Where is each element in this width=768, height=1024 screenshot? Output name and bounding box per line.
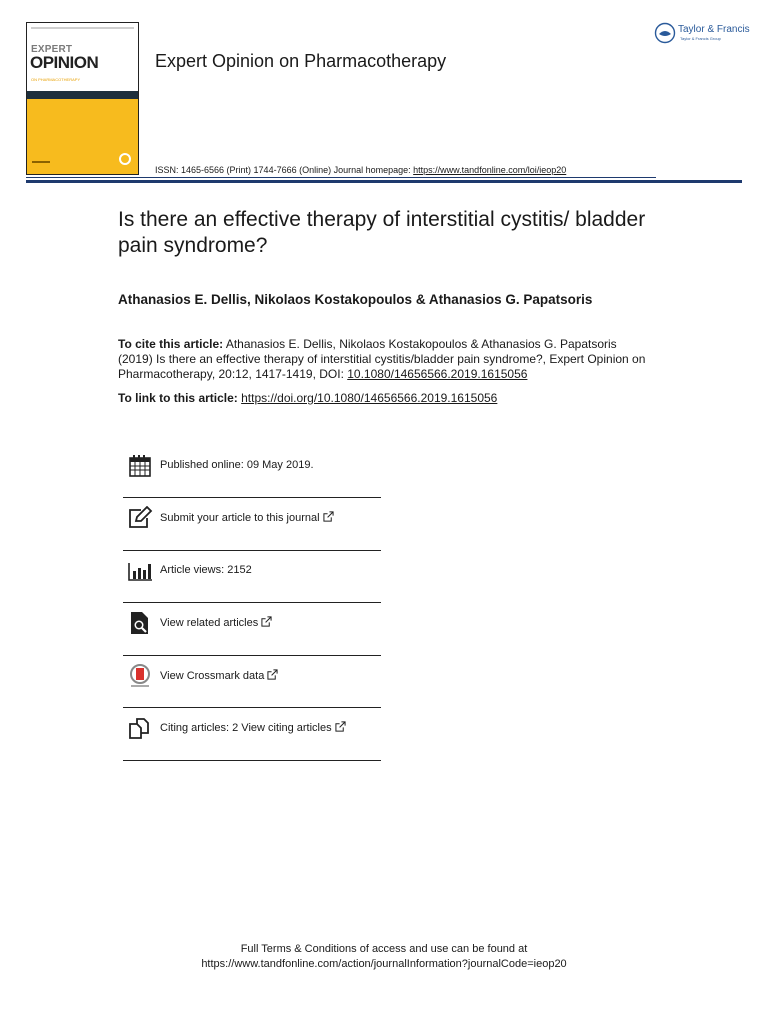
cover-small-mark bbox=[32, 161, 50, 163]
document-search-icon bbox=[127, 611, 153, 635]
related-articles-link[interactable] bbox=[160, 616, 272, 629]
cite-label: To cite this article: bbox=[118, 337, 224, 351]
footer-terms-url[interactable]: https://www.tandfonline.com/action/journalInformation?journalCode=ieop20 bbox=[201, 958, 567, 970]
crossmark-icon bbox=[127, 664, 153, 688]
cite-text: Athanasios E. Dellis, Nikolaos Kostakopoulos & Athanasios G. Papatsoris (2019) Is there an effective therapy of interstitial cystitis/bladder pain syndrome?, Expert Opinion on Pharmacotherapy, 20:12, 1417-1419, DOI: bbox=[118, 337, 646, 381]
issn-text: ISSN: 1465-6566 (Print) 1744-7666 (Online) Journal homepage: bbox=[155, 165, 414, 175]
journal-title: Expert Opinion on Pharmacotherapy bbox=[155, 51, 447, 71]
issn-line bbox=[155, 165, 566, 175]
cover-logo-dot bbox=[119, 153, 131, 165]
related-label: View related articles bbox=[160, 617, 259, 629]
article-link-block bbox=[118, 391, 497, 405]
citing-articles-icon bbox=[127, 716, 153, 740]
citing-row[interactable] bbox=[123, 708, 381, 761]
cover-top-rule bbox=[31, 27, 134, 29]
citation-block bbox=[118, 337, 648, 382]
crossmark-label: View Crossmark data bbox=[160, 669, 265, 682]
published-date: Published online: 09 May 2019. bbox=[160, 459, 314, 471]
cover-band bbox=[27, 91, 138, 99]
submit-label: Submit your article to this journal bbox=[160, 512, 320, 524]
submit-article-link[interactable] bbox=[160, 511, 334, 524]
views-row bbox=[123, 551, 381, 604]
edit-icon bbox=[127, 506, 153, 530]
cover-subtitle: ON PHARMACOTHERAPY bbox=[31, 77, 81, 82]
article-title: Is there an effective therapy of interstitial cystitis/ bladder pain syndrome? bbox=[118, 208, 646, 257]
calendar-icon bbox=[127, 454, 153, 478]
crossmark-row[interactable] bbox=[123, 656, 381, 709]
external-link-icon bbox=[261, 616, 272, 627]
publisher-subname: Taylor & Francis Group bbox=[680, 36, 721, 41]
external-link-icon bbox=[267, 669, 278, 680]
external-link-icon bbox=[335, 721, 346, 732]
cite-doi-link[interactable]: 10.1080/14656566.2019.1615056 bbox=[347, 367, 528, 381]
citing-articles-link[interactable] bbox=[160, 721, 346, 734]
footer bbox=[0, 942, 768, 972]
bar-chart-icon bbox=[127, 559, 153, 583]
journal-cover bbox=[26, 22, 139, 175]
article-info-list bbox=[123, 446, 381, 761]
taylor-francis-logo-icon bbox=[654, 22, 676, 44]
publisher-name: Taylor & Francis bbox=[678, 24, 750, 35]
footer-terms-text: Full Terms & Conditions of access and use can be found at bbox=[240, 943, 528, 955]
published-row bbox=[123, 446, 381, 498]
article-views: Article views: 2152 bbox=[160, 563, 252, 576]
crossmark-link[interactable] bbox=[160, 669, 278, 682]
submit-row[interactable] bbox=[123, 498, 381, 551]
link-label: To link to this article: bbox=[118, 391, 242, 405]
cover-opinion-text: OPINION bbox=[30, 53, 99, 72]
header-rule-thin bbox=[26, 177, 656, 178]
citing-label: Citing articles: 2 View citing articles bbox=[160, 722, 332, 734]
article-authors: Athanasios E. Dellis, Nikolaos Kostakopoulos & Athanasios G. Papatsoris bbox=[118, 292, 593, 307]
article-doi-link[interactable]: https://doi.org/10.1080/14656566.2019.1615056 bbox=[241, 391, 498, 405]
journal-homepage-link[interactable]: https://www.tandfonline.com/loi/ieop20 bbox=[413, 165, 567, 175]
header-rule bbox=[26, 180, 742, 183]
external-link-icon bbox=[323, 511, 334, 522]
related-row[interactable] bbox=[123, 603, 381, 656]
cover-expert-text: EXPERT bbox=[31, 44, 73, 55]
